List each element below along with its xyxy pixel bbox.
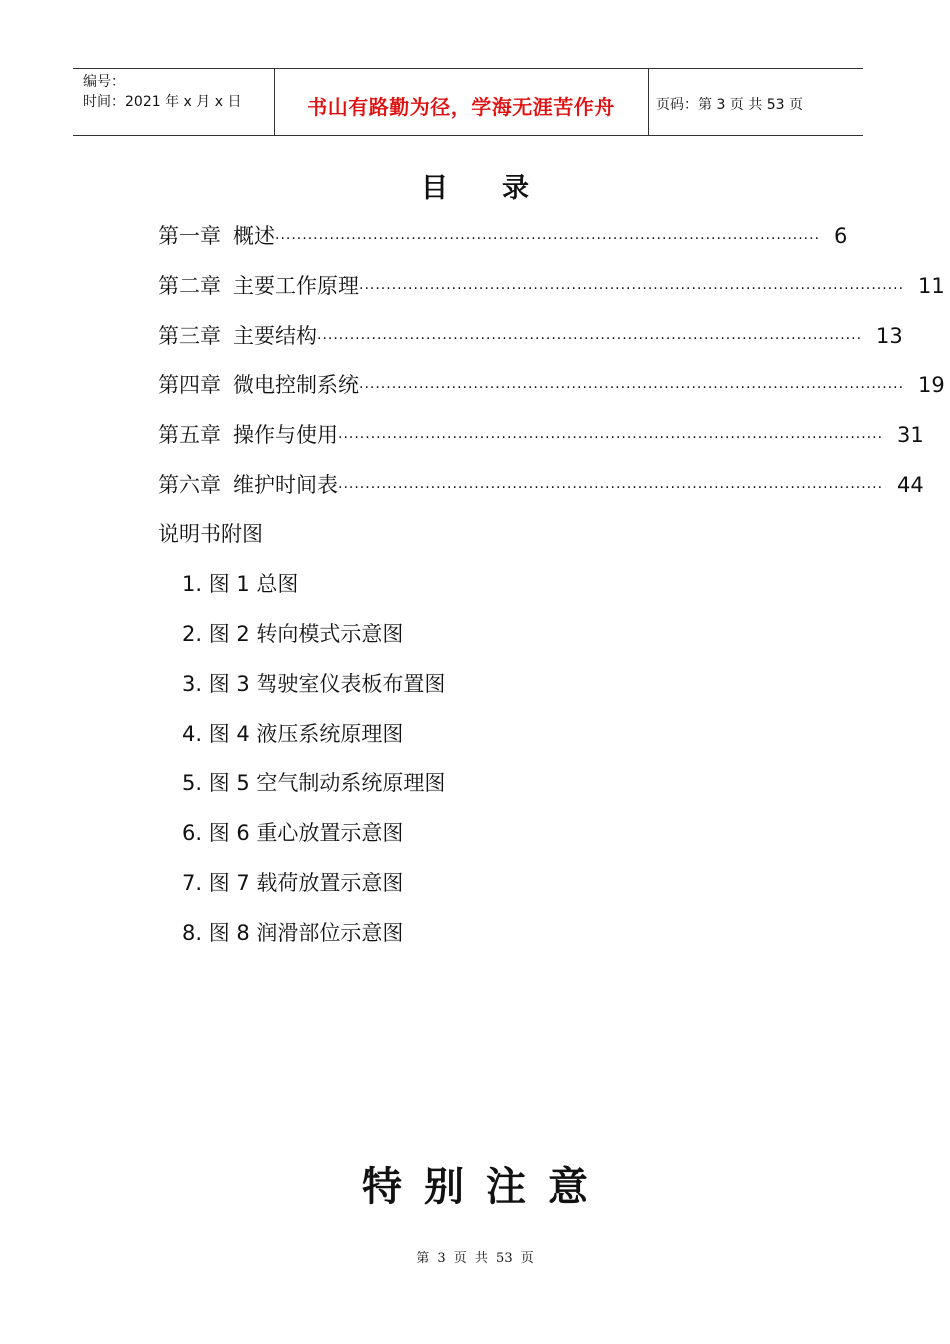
header-middle-cell <box>274 69 649 135</box>
toc-entry[interactable] <box>158 220 848 250</box>
toc-leader-dots: ···································································································· <box>359 281 905 297</box>
toc-entry[interactable] <box>158 270 945 300</box>
toc-chapter: 第三章 <box>158 324 221 348</box>
toc-chapter-title: 维护时间表 <box>233 473 338 497</box>
appendix-figure-item[interactable]: 3. 图 3 驾驶室仪表板布置图 <box>182 672 446 696</box>
toc-chapter-title: 主要结构 <box>233 324 317 348</box>
toc-chapter-title: 主要工作原理 <box>233 274 359 298</box>
document-number-label: 编号： <box>83 74 125 90</box>
appendix-figure-item[interactable]: 8. 图 8 润滑部位示意图 <box>182 921 404 945</box>
toc-entry[interactable] <box>158 369 945 399</box>
appendix-figure-item[interactable]: 1. 图 1 总图 <box>182 572 299 596</box>
toc-title: 目录 <box>421 173 583 204</box>
appendix-figure-item[interactable]: 6. 图 6 重心放置示意图 <box>182 821 404 845</box>
toc-page-number: 44 <box>897 473 924 497</box>
header-motto: 书山有路勤为径，学海无涯苦作舟 <box>307 95 615 119</box>
appendix-figure-item[interactable]: 5. 图 5 空气制动系统原理图 <box>182 771 446 795</box>
toc-chapter: 第六章 <box>158 473 221 497</box>
toc-page-number: 6 <box>834 224 848 248</box>
toc-entry[interactable] <box>158 419 924 449</box>
toc-page-number: 11 <box>918 274 945 298</box>
toc-chapter-title: 操作与使用 <box>233 423 338 447</box>
special-notice-heading: 特别注意 <box>362 1164 610 1210</box>
appendix-figure-item[interactable]: 2. 图 2 转向模式示意图 <box>182 622 404 646</box>
toc-leader-dots: ···································································································· <box>359 380 905 396</box>
toc-chapter: 第一章 <box>158 224 221 248</box>
toc-leader-dots: ···································································································· <box>338 430 884 446</box>
toc-leader-dots: ···································································································· <box>275 231 821 247</box>
page-footer: 第 3 页 共 53 页 <box>416 1251 534 1266</box>
header-left-cell <box>73 69 275 135</box>
toc-leader-dots: ···································································································· <box>338 480 884 496</box>
toc-chapter-title: 概述 <box>233 224 275 248</box>
toc-chapter-title: 微电控制系统 <box>233 373 359 397</box>
toc-chapter: 第四章 <box>158 373 221 397</box>
page-header <box>73 68 863 136</box>
toc-chapter: 第二章 <box>158 274 221 298</box>
toc-leader-dots: ···································································································· <box>317 331 863 347</box>
document-date: 时间：2021 年 x 月 x 日 <box>83 94 242 110</box>
appendix-figure-item[interactable]: 4. 图 4 液压系统原理图 <box>182 722 404 746</box>
toc-entry[interactable] <box>158 320 903 350</box>
header-right-cell <box>648 69 863 135</box>
toc-page-number: 31 <box>897 423 924 447</box>
toc-entry[interactable] <box>158 469 924 499</box>
appendix-figure-item[interactable]: 7. 图 7 载荷放置示意图 <box>182 871 404 895</box>
toc-page-number: 19 <box>918 373 945 397</box>
toc-chapter: 第五章 <box>158 423 221 447</box>
header-page-code: 页码：第 3 页 共 53 页 <box>656 97 803 113</box>
toc-page-number: 13 <box>876 324 903 348</box>
appendix-title: 说明书附图 <box>158 522 263 546</box>
